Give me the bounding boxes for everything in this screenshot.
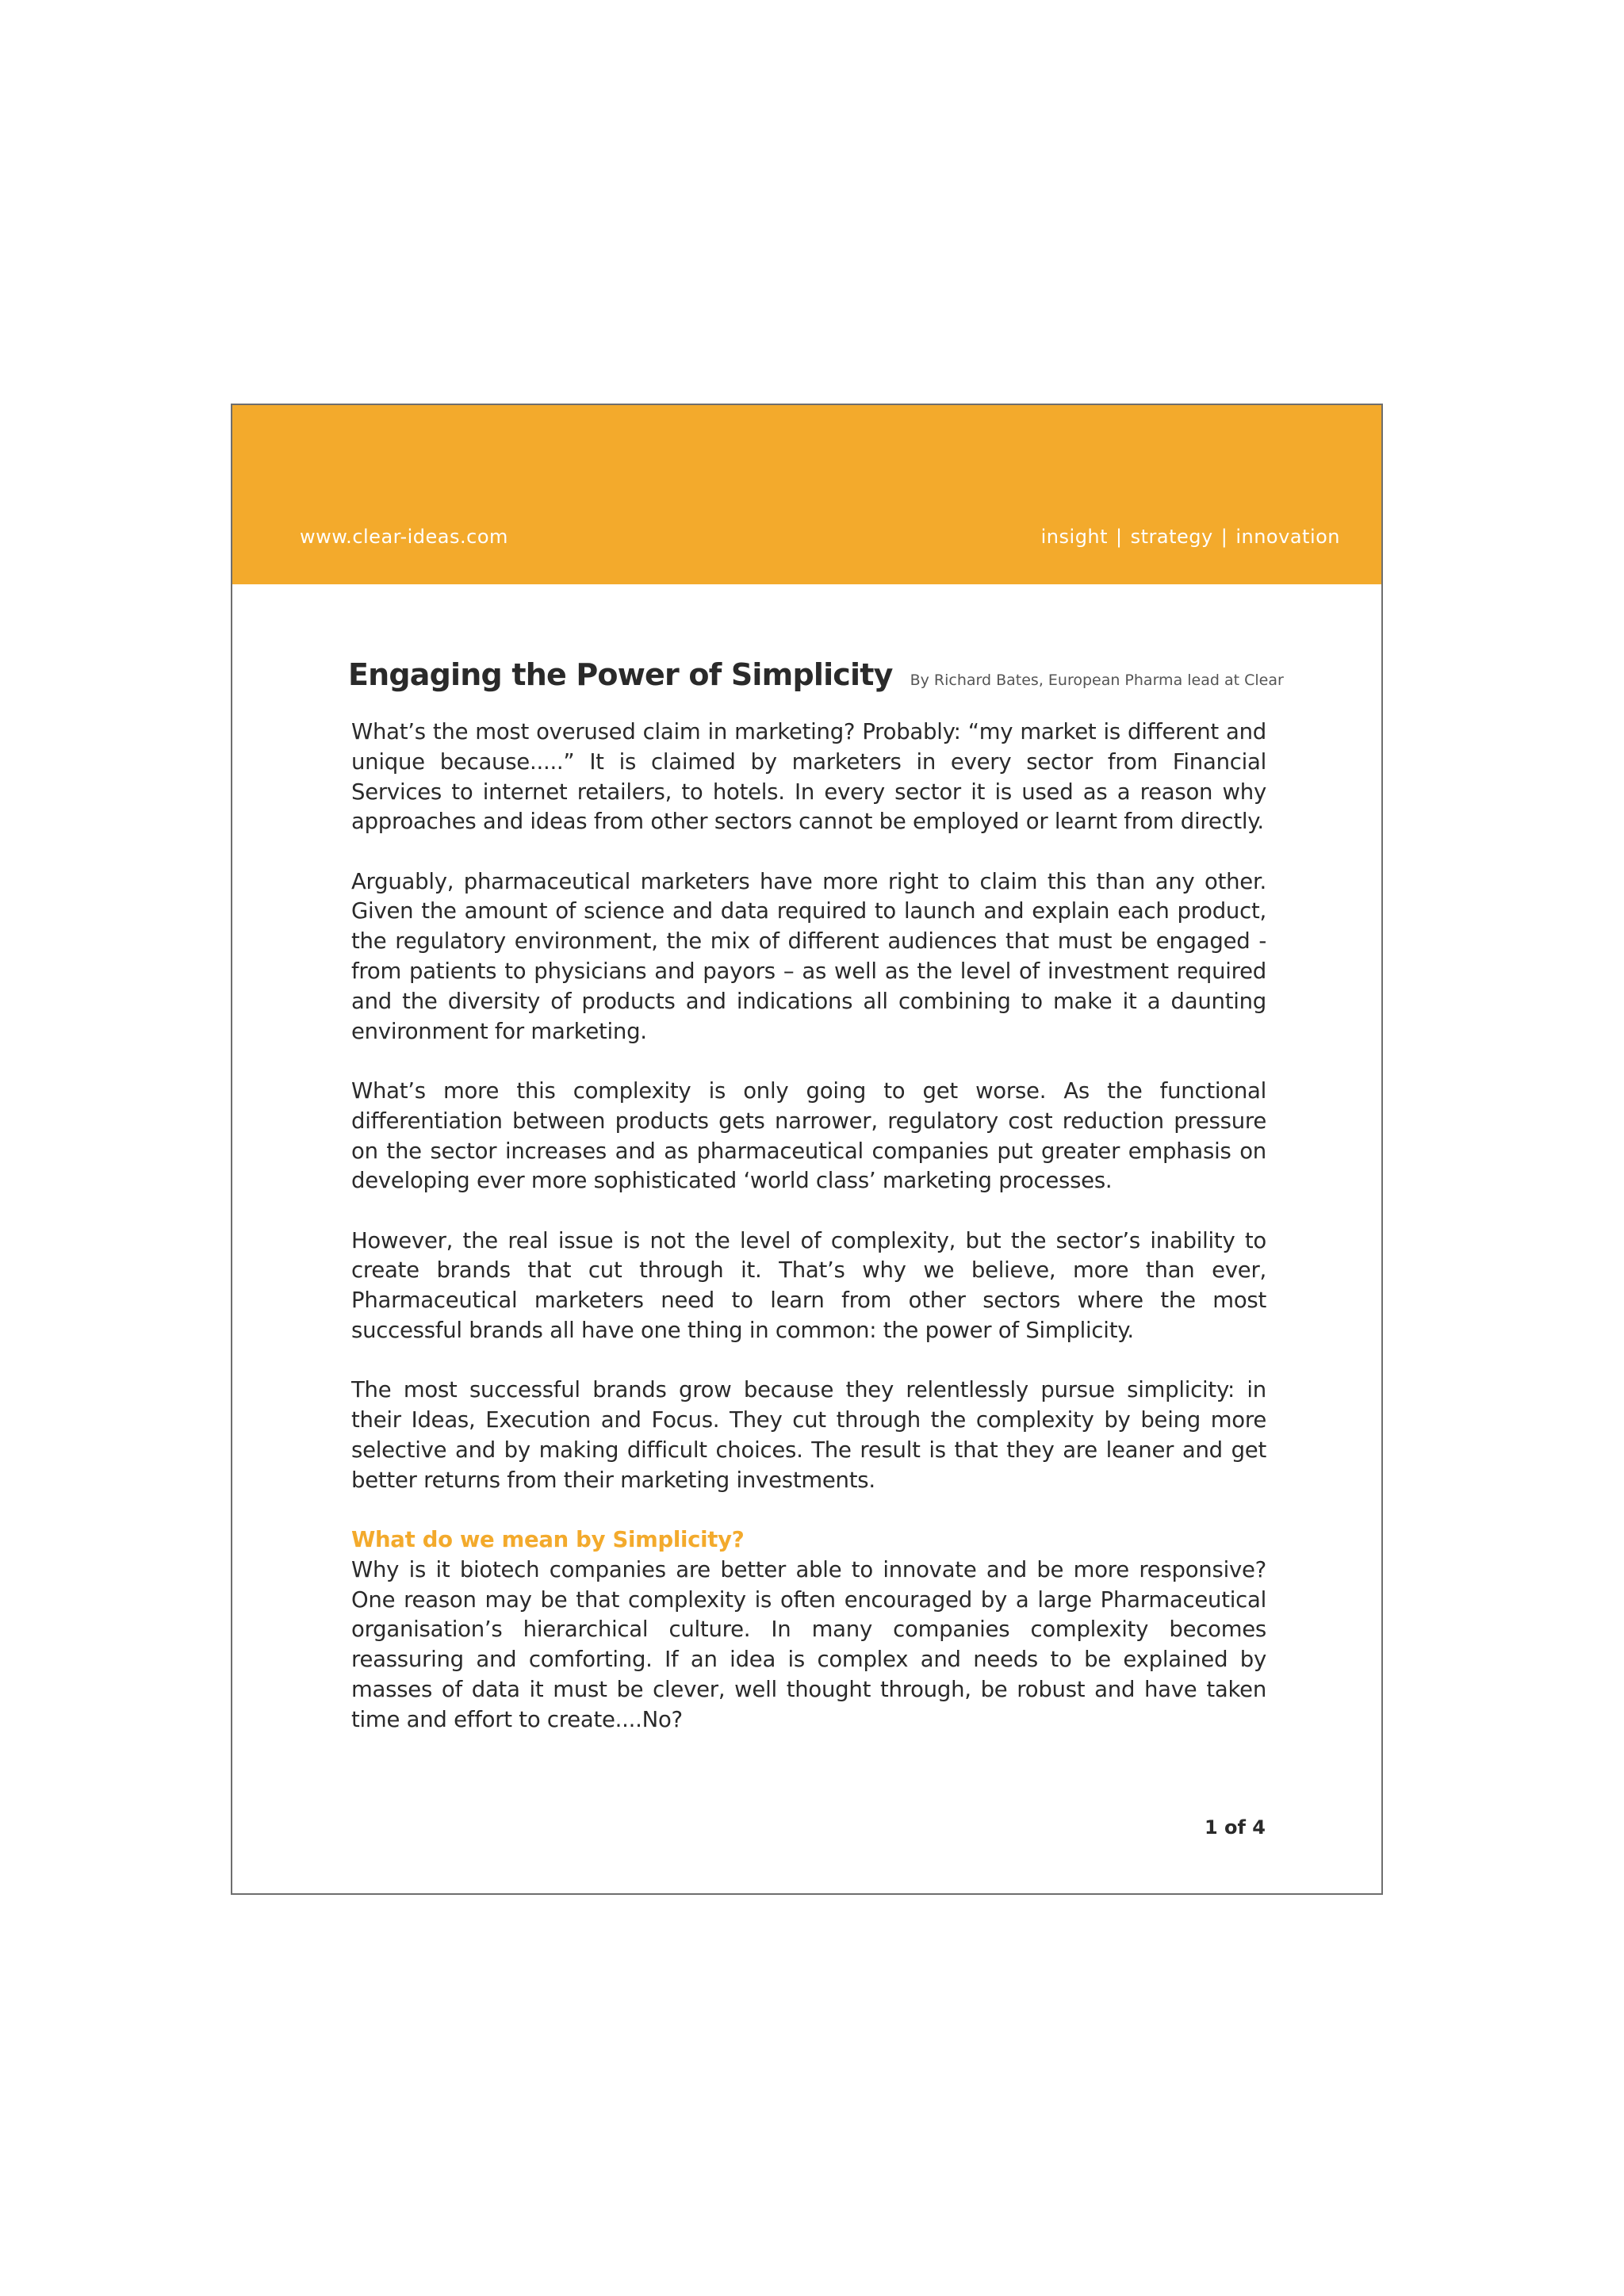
article-title: Engaging the Power of Simplicity (348, 657, 893, 692)
paragraph-3: What’s more this complexity is only going to get worse. As the functional differentiation between products gets narrower, regulatory cost reduction pressure on the sector increases and as pharmaceutical companies put greater emphasis on developing ever more sophisticated ‘world class’ marketing processes. (351, 1077, 1266, 1194)
paragraph-2: Arguably, pharmaceutical marketers have more right to claim this than any other. Given the amount of science and data required to launch and explain each product, the regulatory environment, the mix of different audiences that must be engaged - from patients to physicians and payors – as well as the level of investment required and the diversity of products and indications all combining to make it a daunting environment for marketing. (351, 868, 1266, 1044)
header-tagline (1041, 526, 1340, 548)
paragraph-4: However, the real issue is not the level of complexity, but the sector’s inability to create brands that cut through it. That’s why we believe, more than ever, Pharmaceutical marketers need to learn from other sectors where the most successful brands all have one thing in common: the power of Simplicity. (351, 1227, 1266, 1344)
article-byline: By Richard Bates, European Pharma lead at Clear (910, 672, 1284, 689)
paragraph-6: Why is it biotech companies are better able to innovate and be more responsive? One reason may be that complexity is often encouraged by a large Pharmaceutical organisation’s hierarchical culture. In many companies complexity becomes reassuring and comforting. If an idea is complex and needs to be explained by masses of data it must be clever, well thought through, be robust and have taken time and effort to create....No? (351, 1556, 1266, 1732)
tagline-strategy: strategy (1130, 526, 1213, 548)
paragraph-1: What’s the most overused claim in marketing? Probably: “my market is different and unique because.....” It is claimed by marketers in every sector from Financial Services to internet retailers, to hotels. In every sector it is used as a reason why approaches and ideas from other sectors cannot be employed or learnt from directly. (351, 719, 1266, 835)
article-body (351, 718, 1266, 1735)
page-number: 1 of 4 (1204, 1816, 1266, 1839)
tagline-innovation: innovation (1235, 526, 1340, 548)
paragraph-5: The most successful brands grow because they relentlessly pursue simplicity: in their Ideas, Execution and Focus. They cut through the complexity by being more selective and by making difficult choices. The result is that they are leaner and get better returns from their marketing investments. (351, 1377, 1266, 1493)
header-band (232, 405, 1381, 584)
article-content (348, 657, 1284, 1735)
tagline-separator: | (1220, 526, 1228, 548)
title-row (348, 657, 1284, 692)
tagline-insight: insight (1040, 526, 1109, 548)
document-page (231, 404, 1383, 1895)
tagline-separator: | (1116, 526, 1123, 548)
header-url[interactable]: www.clear-ideas.com (300, 526, 508, 548)
section-subheading: What do we mean by Simplicity? (351, 1527, 745, 1553)
